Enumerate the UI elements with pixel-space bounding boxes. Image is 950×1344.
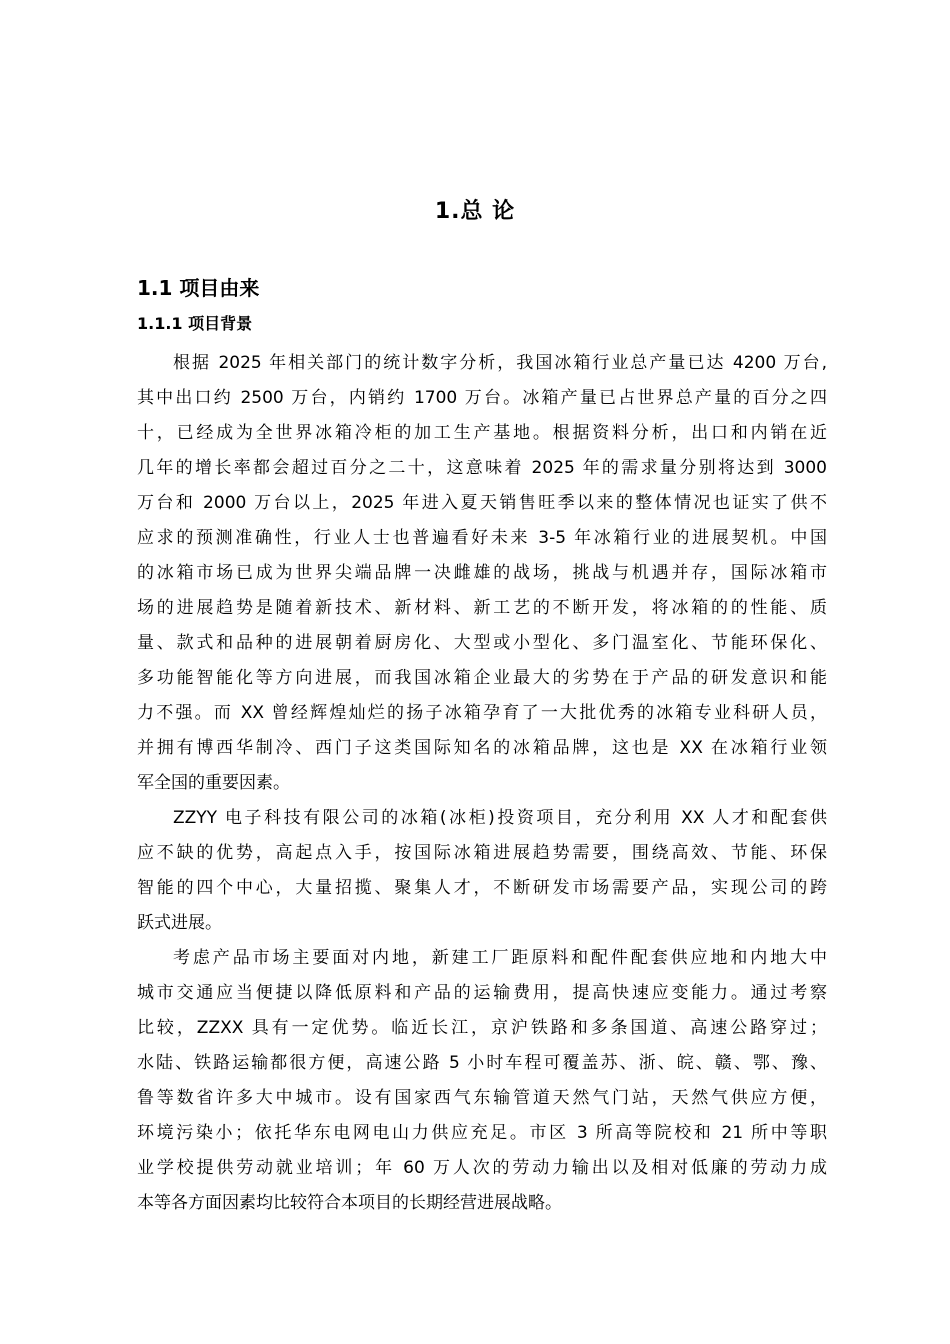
paragraph-line: 万台和 2000 万台以上，2025 年进入夏天销售旺季以来的整体情况也证实了供不: [137, 493, 827, 513]
paragraph-line: 力不强。而 XX 曾经辉煌灿烂的扬子冰箱孕育了一大批优秀的冰箱专业科研人员，: [137, 703, 827, 723]
paragraph-line: 并拥有博西华制冷、西门子这类国际知名的冰箱品牌，这也是 XX 在冰箱行业领: [137, 738, 827, 758]
paragraph-line: 其中出口约 2500 万台，内销约 1700 万台。冰箱产量已占世界总产量的百分之四: [137, 388, 827, 408]
paragraph-line: 水陆、铁路运输都很方便，高速公路 5 小时车程可覆盖苏、浙、皖、赣、鄂、豫、: [137, 1053, 827, 1073]
paragraph-line: 多功能智能化等方向进展，而我国冰箱企业最大的劣势在于产品的研发意识和能: [137, 668, 827, 688]
paragraph-line: 场的进展趋势是随着新技术、新材料、新工艺的不断开发，将冰箱的的性能、质: [137, 598, 827, 618]
paragraph-line: 十，已经成为全世界冰箱冷柜的加工生产基地。根据资料分析，出口和内销在近: [137, 423, 827, 443]
body-text: [137, 346, 827, 1221]
paragraph-location: [137, 941, 827, 1221]
subsection-heading: 1.1.1 项目背景: [137, 314, 253, 333]
paragraph-line: 考虑产品市场主要面对内地，新建工厂距原料和配件配套供应地和内地大中: [173, 948, 827, 968]
paragraph-line: 的冰箱市场已成为世界尖端品牌一决雌雄的战场，挑战与机遇并存，国际冰箱市: [137, 563, 827, 583]
paragraph-line: ZZYY 电子科技有限公司的冰箱(冰柜)投资项目，充分利用 XX 人才和配套供: [173, 808, 827, 828]
paragraph-line: 应不缺的优势，高起点入手，按国际冰箱进展趋势需要，围绕高效、节能、环保: [137, 843, 827, 863]
paragraph-line: 本等各方面因素均比较符合本项目的长期经营进展战略。: [137, 1193, 562, 1213]
paragraph-line: 环境污染小；依托华东电网电山力供应充足。市区 3 所高等院校和 21 所中等职: [137, 1123, 827, 1143]
paragraph-line: 比较，ZZXX 具有一定优势。临近长江，京沪铁路和多条国道、高速公路穿过；: [137, 1018, 827, 1038]
paragraph-line: 根据 2025 年相关部门的统计数字分析，我国冰箱行业总产量已达 4200 万台,: [173, 353, 827, 373]
paragraph-line: 量、款式和品种的进展朝着厨房化、大型或小型化、多门温室化、节能环保化、: [137, 633, 827, 653]
paragraph-line: 几年的增长率都会超过百分之二十，这意味着 2025 年的需求量分别将达到 3000: [137, 458, 827, 478]
paragraph-background: [137, 346, 827, 801]
paragraph-line: 城市交通应当便捷以降低原料和产品的运输费用，提高快速应变能力。通过考察: [137, 983, 827, 1003]
paragraph-line: 跃式进展。: [137, 913, 222, 933]
paragraph-line: 业学校提供劳动就业培训；年 60 万人次的劳动力输出以及相对低廉的劳动力成: [137, 1158, 827, 1178]
paragraph-line: 应求的预测准确性，行业人士也普遍看好未来 3-5 年冰箱行业的进展契机。中国: [137, 528, 827, 548]
chapter-title: 1.总 论: [434, 199, 516, 224]
paragraph-project: [137, 801, 827, 941]
paragraph-line: 智能的四个中心，大量招揽、聚集人才，不断研发市场需要产品，实现公司的跨: [137, 878, 827, 898]
section-heading: 1.1 项目由来: [137, 276, 260, 300]
paragraph-line: 军全国的重要因素。: [137, 773, 290, 793]
paragraph-line: 鲁等数省许多大中城市。设有国家西气东输管道天然气门站，天然气供应方便，: [137, 1088, 827, 1108]
